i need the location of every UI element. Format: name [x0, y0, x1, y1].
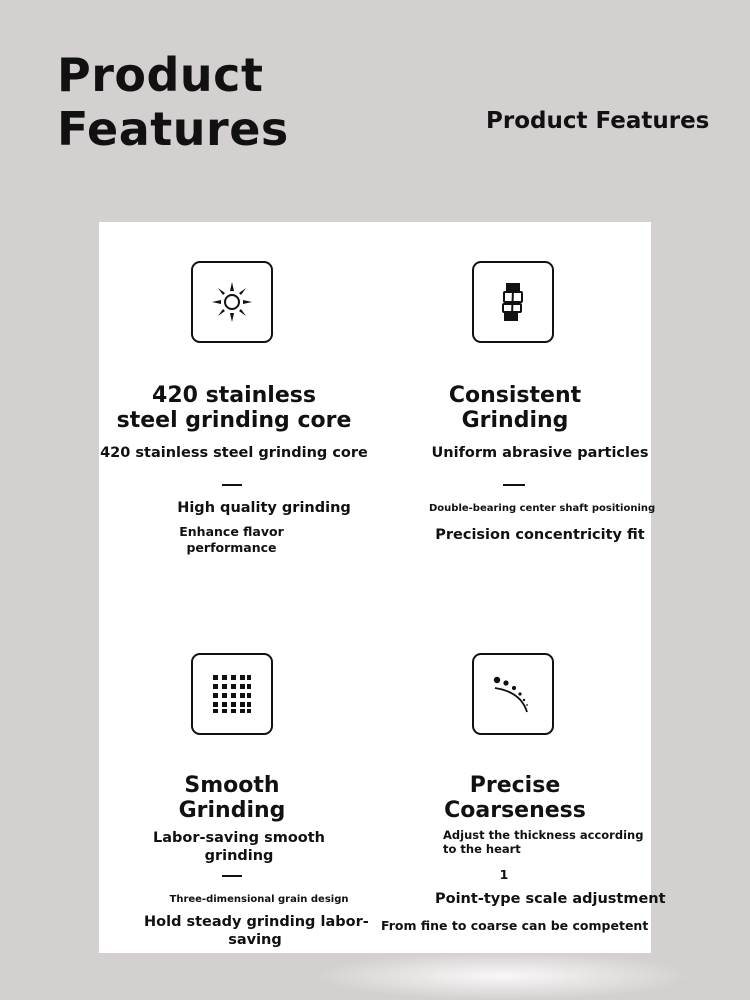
feature-1-detail-2-line-1: Enhance flavor: [179, 524, 284, 539]
feature-3-detail-2-line-1: Hold steady grinding labor-: [144, 914, 369, 930]
feature-3-sub: [139, 829, 339, 865]
feature-4-heading-line-2: Coarseness: [444, 798, 586, 823]
feature-2-heading: [399, 383, 631, 433]
feature-3-sub-line-1: Labor-saving smooth: [152, 830, 326, 846]
feature-1-detail-1: High quality grinding: [177, 500, 351, 516]
feature-4-detail-2: From fine to coarse can be competent: [381, 918, 649, 933]
feature-4-detail-1: Point-type scale adjustment: [435, 891, 666, 907]
feature-1-detail-2: [164, 524, 299, 556]
feature-1-detail-2-line-2: performance: [186, 540, 277, 555]
feature-2-divider: [503, 484, 525, 486]
feature-2-detail-1: Double-bearing center shaft positioning: [429, 503, 656, 514]
feature-1-divider: [222, 484, 242, 486]
feature-2-heading-line-1: Consistent: [448, 383, 582, 408]
feature-2-detail-2: Precision concentricity fit: [435, 527, 645, 543]
feature-3-divider: [222, 875, 242, 877]
feature-4-heading-line-1: Precise: [469, 773, 561, 798]
feature-4-sub: [443, 828, 643, 856]
feature-2-sub: Uniform abrasive particles: [431, 445, 649, 461]
dot-grid-icon: [191, 653, 273, 735]
page-title: [57, 48, 289, 156]
feature-3-sub-line-2: grinding: [204, 848, 274, 864]
title-line-2: Features: [57, 102, 289, 156]
feature-1-heading: [99, 383, 369, 433]
feature-3-heading-line-1: Smooth: [184, 773, 280, 798]
title-line-1: Product: [57, 48, 264, 102]
features-card: [99, 222, 666, 953]
feature-3-detail-1: Three-dimensional grain design: [169, 894, 349, 905]
feature-4-marker: 1: [499, 867, 509, 882]
feature-4-sub-line-1: Adjust the thickness according: [443, 828, 644, 842]
sun-gear-icon: [191, 261, 273, 343]
feature-3-detail-2-line-2: saving: [228, 932, 282, 948]
feature-1-heading-line-2: steel grinding core: [116, 408, 352, 433]
page-subtitle: Product Features: [486, 108, 710, 134]
bottom-blur-overlay: [312, 952, 692, 1000]
feature-2-heading-line-2: Grinding: [461, 408, 569, 433]
coarseness-dial-icon: [472, 653, 554, 735]
feature-3-heading: [119, 773, 345, 823]
feature-1-sub: 420 stainless steel grinding core: [100, 445, 368, 461]
feature-3-heading-line-2: Grinding: [178, 798, 286, 823]
feature-4-heading: [399, 773, 631, 823]
grinding-shaft-icon: [472, 261, 554, 343]
feature-1-heading-line-1: 420 stainless: [152, 383, 316, 408]
feature-4-sub-line-2: to the heart: [443, 842, 521, 856]
feature-3-detail-2: [144, 913, 369, 949]
